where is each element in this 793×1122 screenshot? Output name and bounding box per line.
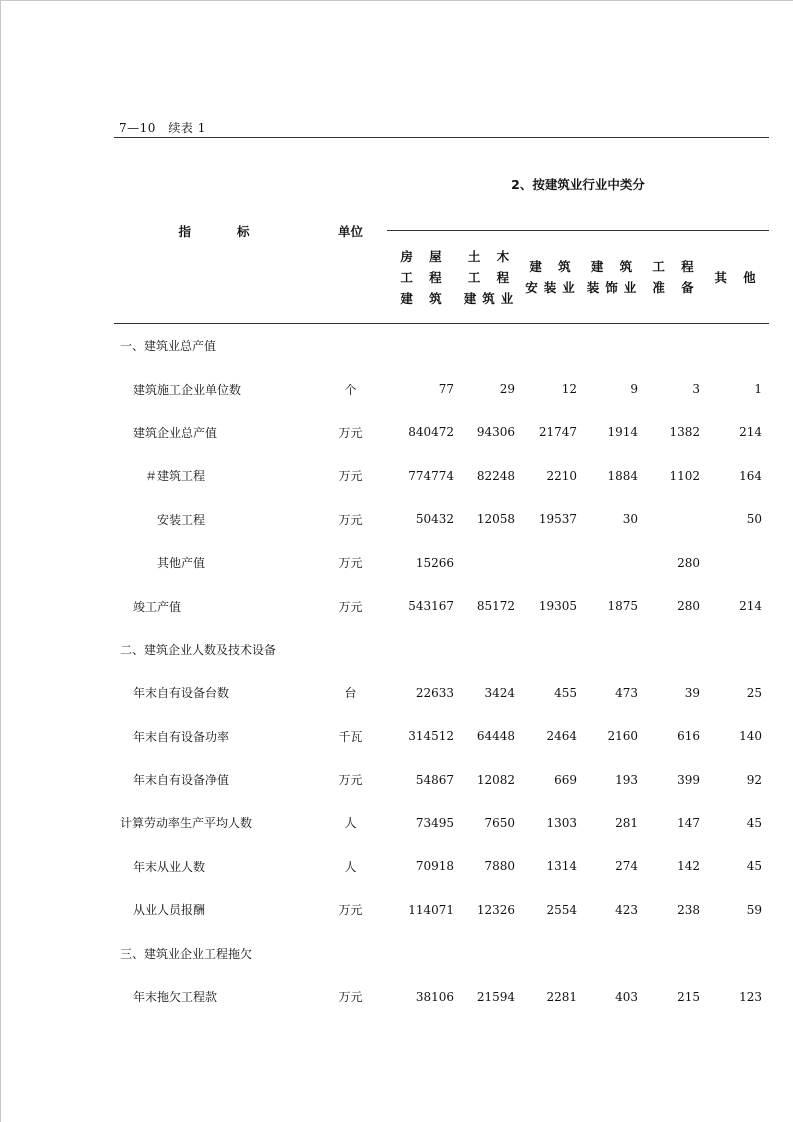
cell-value: 29 bbox=[499, 382, 515, 397]
cell-value: 19537 bbox=[538, 512, 577, 527]
cell-value bbox=[584, 628, 645, 671]
cell-value bbox=[707, 931, 769, 974]
row-unit: 人 bbox=[344, 859, 357, 874]
row-label: ＃建筑工程 bbox=[145, 469, 206, 484]
cell-value: 1875 bbox=[607, 599, 638, 614]
cell-value: 2160 bbox=[607, 729, 638, 744]
cell-value bbox=[584, 931, 645, 974]
cell-value: 38106 bbox=[415, 989, 454, 1004]
cell-value: 123 bbox=[739, 989, 763, 1004]
cell-value: 774774 bbox=[408, 468, 454, 483]
row-label: 安装工程 bbox=[157, 512, 206, 527]
cell-value: 399 bbox=[677, 772, 700, 787]
cell-value: 50432 bbox=[415, 512, 454, 527]
cell-value: 45 bbox=[746, 815, 763, 830]
row-label: 年末从业人数 bbox=[133, 859, 206, 874]
row-label: 从业人员报酬 bbox=[133, 903, 206, 918]
cell-value bbox=[522, 324, 584, 368]
header-unit: 单位 bbox=[314, 138, 387, 324]
cell-value: 114071 bbox=[408, 902, 454, 917]
cell-value: 3424 bbox=[484, 685, 515, 700]
cell-value: 1303 bbox=[546, 815, 577, 830]
statistics-table bbox=[114, 137, 769, 1018]
header-col-5 bbox=[645, 231, 707, 324]
table-row bbox=[114, 888, 769, 931]
row-unit: 万元 bbox=[338, 903, 363, 918]
cell-value: 54867 bbox=[415, 772, 454, 787]
header-col-line: 装饰业 bbox=[586, 280, 643, 295]
cell-value: 215 bbox=[677, 989, 700, 1004]
cell-value: 2210 bbox=[546, 468, 577, 483]
header-col-line: 安装业 bbox=[525, 280, 581, 295]
cell-value bbox=[707, 628, 769, 671]
cell-value: 214 bbox=[739, 599, 763, 614]
cell-value: 3 bbox=[692, 382, 700, 397]
header-col-line: 工 程 bbox=[467, 269, 516, 285]
header-col-line: 工 程 bbox=[400, 269, 448, 285]
cell-value: 15266 bbox=[415, 555, 454, 570]
cell-value: 274 bbox=[615, 859, 638, 874]
cell-value: 21747 bbox=[538, 425, 577, 440]
cell-value: 280 bbox=[677, 599, 700, 614]
cell-value: 12082 bbox=[476, 772, 515, 787]
cell-value bbox=[645, 931, 707, 974]
cell-value bbox=[461, 628, 522, 671]
table-caption: 7—10 续表 1 bbox=[119, 121, 206, 135]
cell-value: 30 bbox=[622, 512, 638, 527]
cell-value: 64448 bbox=[476, 729, 515, 744]
table-row bbox=[114, 498, 769, 541]
cell-value: 238 bbox=[677, 902, 700, 917]
cell-value: 2554 bbox=[546, 902, 577, 917]
row-unit: 万元 bbox=[338, 425, 363, 440]
cell-value bbox=[707, 541, 769, 584]
cell-value: 193 bbox=[615, 772, 638, 787]
cell-value bbox=[584, 324, 645, 368]
header-indicator-char-2: 标 bbox=[237, 223, 250, 239]
cell-value: 70918 bbox=[415, 859, 454, 874]
cell-value: 39 bbox=[684, 685, 700, 700]
cell-value: 9 bbox=[630, 382, 638, 397]
header-col-line: 准 备 bbox=[652, 280, 700, 295]
cell-value: 82248 bbox=[476, 468, 515, 483]
table-row bbox=[114, 541, 769, 584]
cell-value bbox=[645, 628, 707, 671]
page-border-left bbox=[0, 0, 1, 1122]
header-col-6 bbox=[707, 231, 769, 324]
cell-value: 19305 bbox=[538, 599, 577, 614]
cell-value: 21594 bbox=[476, 989, 515, 1004]
header-col-line: 其 他 bbox=[714, 269, 762, 285]
header-indicator bbox=[114, 138, 314, 324]
row-label: 一、建筑业总产值 bbox=[120, 339, 217, 354]
cell-value bbox=[387, 628, 461, 671]
row-unit: 人 bbox=[344, 816, 357, 831]
cell-value bbox=[645, 498, 707, 541]
header-col-line: 房 屋 bbox=[400, 248, 448, 264]
cell-value: 12058 bbox=[476, 512, 515, 527]
row-unit bbox=[314, 931, 387, 974]
cell-value: 1102 bbox=[669, 468, 700, 483]
row-label: 其他产值 bbox=[157, 556, 206, 571]
cell-value bbox=[387, 324, 461, 368]
cell-value: 7880 bbox=[484, 859, 515, 874]
row-label: 年末拖欠工程款 bbox=[133, 990, 218, 1005]
cell-value: 50 bbox=[746, 512, 763, 527]
table-row bbox=[114, 411, 769, 454]
cell-value: 73495 bbox=[415, 815, 454, 830]
row-label: 年末自有设备功率 bbox=[133, 729, 230, 744]
cell-value bbox=[707, 324, 769, 368]
row-unit: 万元 bbox=[338, 773, 363, 788]
row-label: 三、建筑业企业工程拖欠 bbox=[120, 946, 253, 961]
cell-value: 1314 bbox=[546, 859, 577, 874]
table-row bbox=[114, 628, 769, 671]
header-col-3 bbox=[522, 231, 584, 324]
cell-value: 147 bbox=[677, 815, 700, 830]
table-row bbox=[114, 715, 769, 758]
cell-value: 214 bbox=[739, 425, 763, 440]
cell-value: 1 bbox=[754, 382, 763, 397]
row-unit: 万元 bbox=[338, 599, 363, 614]
table-row bbox=[114, 584, 769, 627]
cell-value: 1914 bbox=[607, 425, 638, 440]
table-row bbox=[114, 454, 769, 497]
row-label: 二、建筑企业人数及技术设备 bbox=[120, 642, 277, 657]
cell-value: 22633 bbox=[415, 685, 454, 700]
cell-value: 85172 bbox=[476, 599, 515, 614]
table-row bbox=[114, 671, 769, 714]
row-label: 建筑企业总产值 bbox=[133, 425, 218, 440]
cell-value: 1884 bbox=[607, 468, 638, 483]
cell-value: 423 bbox=[615, 902, 638, 917]
row-unit: 千瓦 bbox=[338, 729, 363, 744]
row-unit: 个 bbox=[344, 382, 357, 397]
row-label: 竣工产值 bbox=[133, 599, 182, 614]
cell-value: 473 bbox=[615, 685, 638, 700]
row-unit: 万元 bbox=[338, 990, 363, 1005]
cell-value bbox=[522, 628, 584, 671]
cell-value bbox=[522, 541, 584, 584]
table-row bbox=[114, 845, 769, 888]
cell-value bbox=[387, 931, 461, 974]
table-row bbox=[114, 758, 769, 801]
cell-value: 12 bbox=[561, 382, 577, 397]
cell-value: 455 bbox=[554, 685, 577, 700]
row-label: 年末自有设备净值 bbox=[133, 773, 230, 788]
table-row bbox=[114, 801, 769, 844]
cell-value: 140 bbox=[739, 729, 763, 744]
header-col-line: 建 筑 bbox=[590, 259, 639, 274]
cell-value bbox=[584, 541, 645, 584]
cell-value: 25 bbox=[746, 685, 763, 700]
cell-value: 12326 bbox=[476, 902, 515, 917]
cell-value bbox=[461, 324, 522, 368]
header-col-line: 建筑业 bbox=[463, 290, 520, 306]
header-col-2 bbox=[461, 231, 522, 324]
header-col-line: 建 筑 bbox=[529, 259, 577, 274]
row-label: 年末自有设备台数 bbox=[133, 686, 230, 701]
cell-value: 59 bbox=[746, 902, 763, 917]
table-row bbox=[114, 367, 769, 410]
cell-value: 92 bbox=[746, 772, 763, 787]
cell-value: 840472 bbox=[408, 425, 454, 440]
cell-value bbox=[461, 931, 522, 974]
row-unit: 万元 bbox=[338, 469, 363, 484]
row-label: 建筑施工企业单位数 bbox=[133, 382, 242, 397]
row-unit bbox=[314, 324, 387, 368]
table-row bbox=[114, 931, 769, 974]
table-body bbox=[114, 324, 769, 1019]
header-indicator-char-1: 指 bbox=[178, 223, 191, 239]
header-col-4 bbox=[584, 231, 645, 324]
cell-value: 7650 bbox=[484, 815, 515, 830]
cell-value: 2464 bbox=[546, 729, 577, 744]
header-col-line: 工 程 bbox=[652, 259, 700, 274]
row-unit bbox=[314, 628, 387, 671]
cell-value: 94306 bbox=[476, 425, 515, 440]
page-border-top bbox=[0, 0, 793, 1]
header-col-line: 建 筑 bbox=[400, 290, 448, 306]
row-unit: 万元 bbox=[338, 512, 363, 527]
cell-value: 669 bbox=[554, 772, 577, 787]
row-unit: 台 bbox=[344, 686, 357, 701]
cell-value: 45 bbox=[746, 859, 763, 874]
cell-value: 164 bbox=[739, 468, 763, 483]
header-col-line: 土 木 bbox=[467, 248, 516, 264]
row-label: 计算劳动率生产平均人数 bbox=[120, 816, 253, 831]
cell-value: 280 bbox=[677, 555, 700, 570]
cell-value bbox=[645, 324, 707, 368]
cell-value bbox=[522, 931, 584, 974]
cell-value: 281 bbox=[615, 815, 638, 830]
cell-value: 616 bbox=[677, 729, 700, 744]
cell-value: 314512 bbox=[408, 729, 454, 744]
cell-value: 403 bbox=[615, 989, 638, 1004]
cell-value: 77 bbox=[438, 382, 454, 397]
table-row bbox=[114, 324, 769, 368]
cell-value: 1382 bbox=[669, 425, 700, 440]
header-group-title: 2、按建筑业行业中类分 bbox=[387, 138, 769, 231]
cell-value: 543167 bbox=[408, 599, 454, 614]
table-row bbox=[114, 975, 769, 1018]
cell-value bbox=[461, 541, 522, 584]
row-unit: 万元 bbox=[338, 556, 363, 571]
cell-value: 2281 bbox=[546, 989, 577, 1004]
cell-value: 142 bbox=[677, 859, 700, 874]
header-col-1 bbox=[387, 231, 461, 324]
